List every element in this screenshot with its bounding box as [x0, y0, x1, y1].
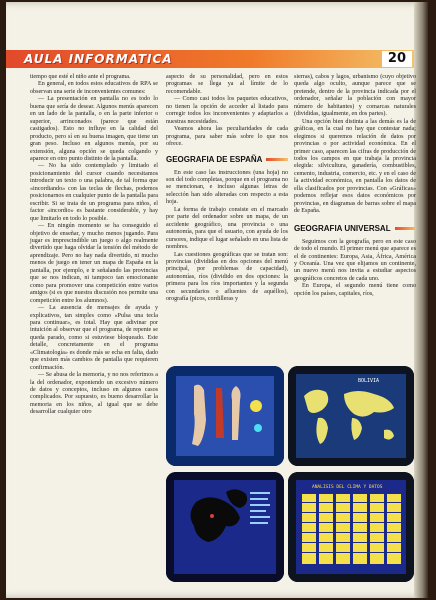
screenshot-world-map: [288, 366, 414, 466]
paragraph: sierras), cabos y lagos, urbanismo (cuyo objetivo queda algo oculto, aunque parece que se pretende, dentro de la provincia indicada por el ordenador, señalar la población con mayor número de habitantes) y comarcas naturales (divididas, igualmente, en dos partes).: [294, 74, 416, 118]
climate-table-screen-image: [288, 472, 414, 582]
paragraph: — La presentación en pantalla no es todo lo buena que sería de desear. Algunos menús aparecen en un lado de la pantalla, o en la parte inferior o superior, arrinconados (parece que están castigados). Esto no influye en la calidad del producto, pero sí en su buena imagen, que tiene un gran peso. Incluso en algunos menús, por su extensión, alguna opción se queda colgando y aparece en otro punto distinto de la pantalla.: [30, 96, 158, 162]
screenshot-climate-table: [288, 472, 414, 582]
magazine-page: [6, 2, 428, 598]
paragraph: Veamos ahora las peculiaridades de cada programa, para saber más sobre lo que nos ofrece.: [166, 126, 288, 148]
section-header-bar: [6, 50, 414, 68]
screen-label: ANALISIS DEL CLIMA Y DATOS: [312, 485, 383, 490]
column-3: [294, 74, 416, 298]
page-spine: [414, 2, 428, 598]
page-number: 20: [382, 51, 412, 67]
section-heading: [166, 155, 288, 165]
paragraph: Una opción bien distinta a las demás es la de gráficas, en la cual no hay que contestar nada; elegimos si queremos relación de datos por provincias o por actividad económica. En el primer caso, aparecen las cifras de producción de todos los campos en que trabaja la provincia elegida: silvicultura, ganadería, combustibles, cemento, industria, comercio, etc. y en el caso de la actividad económica, en pantalla los datos de ella clasificados por provincias. Con «Gráficas» podemos reflejar esos datos económicos por provincias, en diagramas de barras sobre el mapa de España.: [294, 118, 416, 215]
heading-text: GEOGRAFIA DE ESPAÑA: [166, 154, 263, 164]
paragraph: — Se abusa de la memoria, y no nos referimos a la del ordenador, exponiendo un excesivo número de datos y conceptos, incluso en algunos casos complicados. Por supuesto, es bueno desarrollar la memoria en los niños, al igual que se debe desarrollar cualquier otro: [30, 372, 158, 416]
heading-text: GEOGRAFIA UNIVERSAL: [294, 223, 391, 233]
column-2: [166, 74, 288, 304]
section-heading: [294, 224, 416, 234]
paragraph: — Como casi todos los paquetes educativos, no tienen la opción de acceder al listado para corregir todos los inconvenientes y adaptarlos a nuestras necesidades.: [166, 96, 288, 125]
column-1: [30, 74, 158, 417]
paragraph: Las cuestiones geográficas que se tratan son: provincias (divididas en dos opciones del menú principal, por problemas de capacidad), autonomías, ríos (dividido en dos opciones: la primera para los ríos importantes y la segunda con secundarios o afluentes de aquéllos), orografía (picos, cordilleras y: [166, 251, 288, 303]
paragraph: — No ha sido contemplado y limitado el posicionamiento del cursor cuando necesitamos introducir un texto o una palabra, de tal forma que «incordiando» con las teclas de flechas, podemos posicionarnos en cualquier punto de la pantalla para escribir. Si se trata de un programa para niños, el factor «incordio» es bastante considerable, y hay que limitarlo en todo lo posible.: [30, 163, 158, 222]
heading-rule: [266, 158, 288, 161]
screen-label: BOLIVIA: [358, 378, 380, 384]
paragraph: En este caso las instrucciones (una hoja) no son del todo completas, porque en el programa no se mencionan, e incluso algunas letras de selección han sido alteradas con respecto a esta hoja.: [166, 169, 288, 206]
paragraph: La forma de trabajo consiste en el marcado por parte del ordenador sobre un mapa, de un accidente geográfico, una provincia o una autonomía, para que el usuario, con ayuda de los cursores, indique el lugar señalado en una lista de nombres.: [166, 206, 288, 251]
paragraph: — La ausencia de mensajes de ayuda y explicativos, tan simples como «Pulsa una tecla para continuar», es total. Hay que adivinar por intuición al observar que el programa, de repente se queda parado, como si estuviese bloqueado. Este detalle, concretamente en el programa «Climatología» es donde más se echa en falta, dado que existen más cambios de pantalla que requieren confirmación.: [30, 305, 158, 371]
section-title: AULA INFORMATICA: [24, 52, 173, 66]
heading-rule: [395, 227, 416, 230]
screenshot-europe-map: [166, 472, 284, 582]
anatomy-screen-image: [166, 366, 284, 466]
europe-map-screen-image: [166, 472, 284, 582]
paragraph: — En ningún momento se ha conseguido el objetivo de enseñar, y mucho menos jugando. Para jugar es imprescindible un juego o algo realmente divertido que haga olvidar la tensión del método de aprendizaje. Pero no hay nada divertido, ni mucho menos de juego en tener un mapa de España en la pantalla, por ejemplo, e ir señalando las provincias que se nos indican, ni tampoco tan emocionante como para promover una competición entre varios amigos (si es que nuestra discusión nos permite una competición entre los alumnos).: [30, 223, 158, 304]
screenshot-anatomy: [166, 366, 284, 466]
paragraph: tiempo que esté el niño ante el programa.: [30, 74, 131, 80]
world-map-screen-image: [288, 366, 414, 466]
paragraph: aspecto de su personalidad, pero en estos programas se llega ya al límite de lo recomendable.: [166, 74, 288, 95]
paragraph: En general, en todos estos educativos de RPA se observan una serie de inconvenientes comunes:: [30, 81, 158, 95]
paragraph: En Europa, el segundo menú tiene como opción los países, capitales, ríos,: [294, 283, 416, 297]
paragraph: Seguimos con la geografía, pero en este caso de todo el mundo. El primer menú que aparece es el de continentes: Europa, Asia, África, América y Oceanía. Una vez que elijamos un continente, un nuevo menú nos invita a estudiar aspectos geográficos concretos de cada uno.: [294, 238, 416, 282]
